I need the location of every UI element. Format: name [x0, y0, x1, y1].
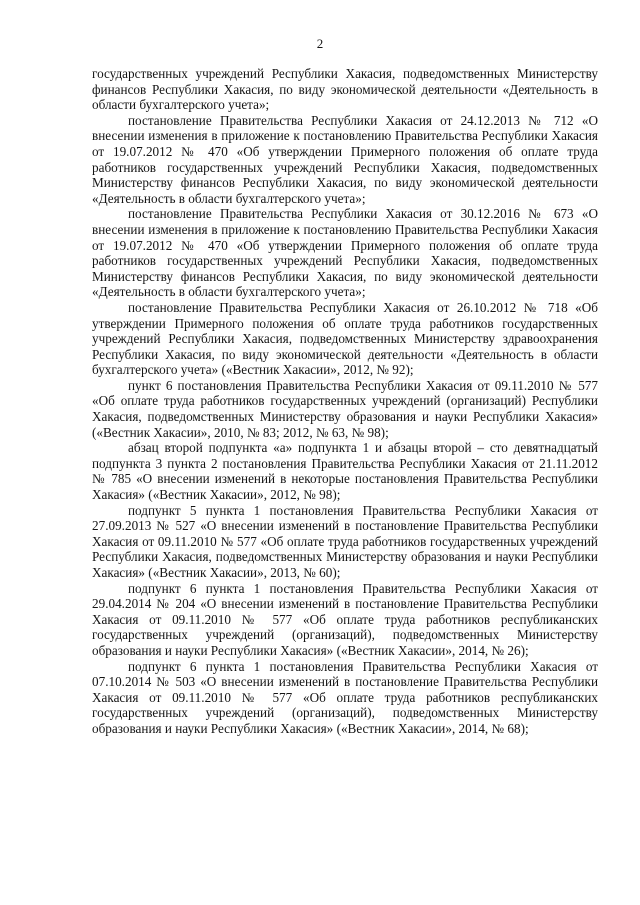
page-number: 2: [316, 36, 324, 51]
paragraph-resolution-673: постановление Правительства Республики Хакасия от 30.12.2016 № 673 «О внесении изменения в приложение к постановлению Правительства Республики Хакасия от 19.07.2012 № 470 «Об утверждении Примерного положения об оплате труда работников государственных учреждений Республики Хакасия, подведомственных Министерству финансов Республики Хакасия, по виду экономической деятельности «Деятельность в области бухгалтерского учета»;: [92, 206, 598, 300]
paragraph-resolution-503: подпункт 6 пункта 1 постановления Правительства Республики Хакасия от 07.10.2014 № 503 «О внесении изменений в постановление Правительства Республики Хакасия от 09.11.2010 № 577 «Об оплате труда работников республиканских государственных учреждений (организаций), подведомственных Министерству образования и науки Республики Хакасия» («Вестник Хакасии», 2014, № 68);: [92, 658, 598, 736]
document-body: [92, 66, 598, 737]
paragraph-resolution-785: абзац второй подпункта «а» подпункта 1 и абзацы второй – сто девятнадцатый подпункта 3 пункта 2 постановления Правительства Республики Хакасия от 21.11.2012 № 785 «О внесении изменений в некоторые постановления Правительства Республики Хакасия» («Вестник Хакасии», 2012, № 98);: [92, 440, 598, 503]
paragraph-resolution-527: подпункт 5 пункта 1 постановления Правительства Республики Хакасия от 27.09.2013 № 527 «О внесении изменений в постановление Правительства Республики Хакасия от 09.11.2010 № 577 «Об оплате труда работников государственных учреждений Республики Хакасия, подведомственных Министерству образования и науки Республики Хакасия» («Вестник Хакасии», 2013, № 60);: [92, 502, 598, 580]
paragraph-resolution-718: постановление Правительства Республики Хакасия от 26.10.2012 № 718 «Об утверждении Примерного положения об оплате труда работников государственных учреждений Республики Хакасия, подведомственных Министерству здравоохранения Республики Хакасия, по виду экономической деятельности «Деятельность в области бухгалтерского учета» («Вестник Хакасии», 2012, № 92);: [92, 299, 598, 378]
paragraph-resolution-712: постановление Правительства Республики Хакасия от 24.12.2013 № 712 «О внесении изменения в приложение к постановлению Правительства Республики Хакасия от 19.07.2012 № 470 «Об утверждении Примерного положения об оплате труда работников государственных учреждений Республики Хакасия, подведомственных Министерству финансов Республики Хакасия, по виду экономической деятельности «Деятельность в области бухгалтерского учета»;: [92, 112, 598, 206]
paragraph-item-6-resolution-577: пункт 6 постановления Правительства Республики Хакасия от 09.11.2010 № 577 «Об оплате труда работников государственных учреждений (организаций) Республики Хакасия, подведомственных Министерству образования и науки Республики Хакасия» («Вестник Хакасии», 2010, № 83; 2012, № 63, № 98);: [92, 377, 598, 440]
paragraph-resolution-204: подпункт 6 пункта 1 постановления Правительства Республики Хакасия от 29.04.2014 № 204 «О внесении изменений в постановление Правительства Республики Хакасия от 09.11.2010 № 577 «Об оплате труда работников республиканских государственных учреждений (организаций), подведомственных Министерству образования и науки Республики Хакасия» («Вестник Хакасии», 2014, № 26);: [92, 580, 598, 658]
paragraph-continuation: государственных учреждений Республики Хакасия, подведомственных Министерству финансов Республики Хакасия, по виду экономической деятельности «Деятельность в области бухгалтерского учета»;: [92, 66, 598, 113]
